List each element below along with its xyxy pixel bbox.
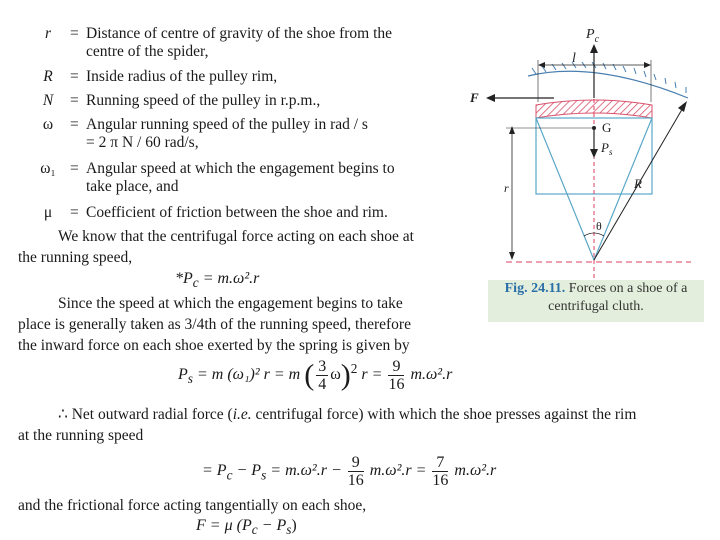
definition-symbol: N xyxy=(42,92,54,109)
definition-line: Distance of centre of gravity of the shoe from the xyxy=(86,25,393,42)
label-theta: θ xyxy=(596,219,602,233)
paragraph-line: Since the speed at which the engagement begins to take xyxy=(58,295,403,312)
label-R: R xyxy=(634,176,642,191)
wedge-left-line xyxy=(536,118,594,260)
ps-arrowhead-icon xyxy=(590,149,598,158)
paragraph-line: the running speed, xyxy=(18,249,133,266)
definition-symbol: ω₁ xyxy=(40,160,56,177)
r-arrowhead-bottom-icon xyxy=(509,252,515,260)
r-arrowhead-top-icon xyxy=(509,126,515,134)
fraction: $\frac{3}{4}$ xyxy=(318,358,327,393)
definition-line: Running speed of the pulley in r.p.m., xyxy=(86,92,321,109)
R-arrowhead-icon xyxy=(678,101,687,112)
f-arrowhead-icon xyxy=(486,94,495,102)
label-g: G xyxy=(602,120,612,135)
label-pc: $P_c$ xyxy=(586,27,600,45)
eq-part: r = xyxy=(361,366,383,384)
label-l: l xyxy=(572,51,576,66)
definition-line: centre of the spider, xyxy=(86,43,209,60)
l-arrowhead-right-icon xyxy=(644,62,651,68)
paragraph-centrifugal xyxy=(18,226,414,268)
definition-equals: = xyxy=(70,116,79,133)
eq-tail: m.ω².r xyxy=(410,366,453,384)
eq-part: = m (ω₁)² r = m xyxy=(196,366,301,384)
definition-line: take place, and xyxy=(86,178,179,195)
definition-line: = 2 π N / 60 rad/s, xyxy=(86,134,199,151)
definition-equals: = xyxy=(70,204,79,221)
eq-lhs: P xyxy=(178,366,188,384)
caption-text: Forces on a shoe of a centrifugal cluth. xyxy=(548,281,688,314)
eq-lhs: *P xyxy=(175,270,193,287)
equation-frictional-force: F = μ $(P_c - P_s)$ xyxy=(196,517,297,538)
definition-N xyxy=(28,92,468,110)
paragraph-line: ∴ Net outward radial force (i.e. centrifugal force) with which the shoe presses against the rim xyxy=(58,406,637,423)
definition-equals: = xyxy=(70,160,79,177)
centre-of-gravity-point xyxy=(592,126,596,130)
definition-R xyxy=(28,68,468,86)
definition-equals: = xyxy=(70,25,79,42)
definition-equals: = xyxy=(70,92,79,109)
paragraph-line: the inward force on each shoe exerted by the spring is given by xyxy=(18,337,410,354)
equation-net-force: = $P_c - P_s = m.\omega^2.r$ − $\frac{9}{16}$ m.ω².r = $\frac{7}{16}$ m.ω².r xyxy=(202,454,497,489)
equation-centrifugal-force xyxy=(175,270,259,291)
paragraph-net-force xyxy=(18,404,636,446)
paragraph-line: place is generally taken as 3/4th of the running speed, therefore xyxy=(18,316,411,333)
l-arrowhead-left-icon xyxy=(538,62,545,68)
definition-mu xyxy=(28,204,468,222)
clutch-shoe-figure xyxy=(466,20,716,280)
definition-line: Coefficient of friction between the shoe and rim. xyxy=(86,204,388,221)
definition-text xyxy=(86,25,392,61)
pc-arrowhead-icon xyxy=(590,44,598,53)
definition-symbol: ω xyxy=(42,116,54,133)
paragraph-spring-force xyxy=(18,293,411,356)
pulley-rim-arc xyxy=(528,71,688,98)
definition-equals: = xyxy=(70,68,79,85)
definition-text xyxy=(86,160,395,196)
caption-figure-number: Fig. 24.11. xyxy=(504,281,566,296)
label-r: r xyxy=(504,181,509,195)
fraction: $\frac{9}{16}$ xyxy=(388,358,405,393)
definition-omega xyxy=(28,116,468,152)
equation-spring-force: $P_s = m$ (ω₁)² r = m ( $\frac{3}{4}$ ω)$^2$ r = $\frac{9}{16}$ m.ω².r xyxy=(178,358,453,393)
fraction: $\frac{9}{16}$ xyxy=(347,454,364,489)
eq-rhs: = m.ω².r xyxy=(202,270,260,287)
paragraph-line: We know that the centrifugal force acting on each shoe at xyxy=(58,228,414,245)
definition-line: Inside radius of the pulley rim, xyxy=(86,68,278,85)
definition-symbol: r xyxy=(44,25,52,42)
figure-caption xyxy=(488,280,704,322)
label-ps: $P_s$ xyxy=(601,140,613,157)
definition-omega1 xyxy=(28,160,468,196)
definition-line: Angular running speed of the pulley in rad / s xyxy=(86,116,368,133)
eq-sub: s xyxy=(187,371,193,387)
definition-text xyxy=(86,116,368,152)
paragraph-frictional-force: and the frictional force acting tangentially on each shoe, xyxy=(18,497,367,514)
paragraph-line: at the running speed xyxy=(18,427,144,444)
fraction: $\frac{7}{16}$ xyxy=(432,454,449,489)
definition-line: Angular speed at which the engagement begins to xyxy=(86,160,395,177)
label-f: F xyxy=(470,90,479,105)
definition-symbol: R xyxy=(43,68,53,85)
definition-r xyxy=(28,25,468,61)
definition-symbol: μ xyxy=(43,204,53,221)
eq-sub: c xyxy=(192,275,199,291)
